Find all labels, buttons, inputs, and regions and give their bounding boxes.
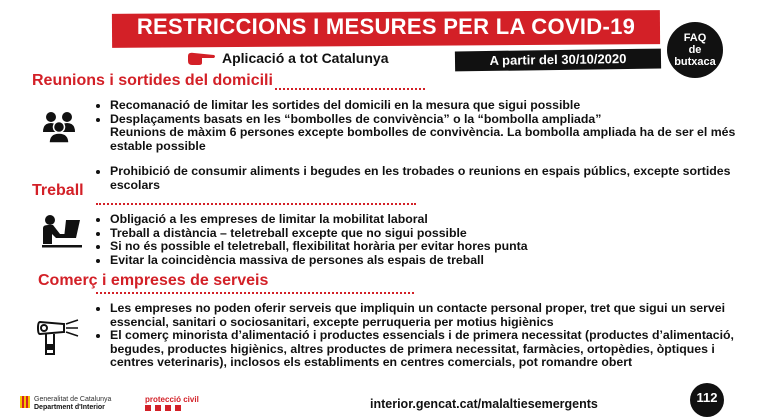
applies-to <box>186 50 388 66</box>
list-item: • Les empreses no poden oferir serveis que impliquin un contacte personal proper, tret que sigui un servei essencial, sanitari o sociosanitari, excepte perruqueria per motius higiènics <box>110 302 750 329</box>
pointing-hand-icon <box>186 50 216 66</box>
section-divider <box>96 203 416 205</box>
page-title: RESTRICCIONS I MESURES PER LA COVID-19 <box>136 14 636 39</box>
list-item: • Prohibició de consumir aliments i begudes en les trobades o reunions en espais públics, excepte sortides escolars <box>110 165 750 192</box>
generalitat-label <box>34 396 111 412</box>
section-list-reunions <box>96 99 750 126</box>
date-badge: A partir del 30/10/2020 <box>455 49 661 72</box>
list-item: • Desplaçaments basats en les “bombolles de convivència” o la “bombolla ampliada” <box>110 113 750 127</box>
hair-dryer-icon <box>36 316 80 358</box>
list-item: • Si no és possible el teletreball, flexibilitat horària per evitar hores punta <box>110 240 750 254</box>
section-divider <box>275 88 425 90</box>
group-people-icon <box>42 108 76 144</box>
reunions-subtext: Reunions de màxim 6 persones excepte bombolles de convivència. La bombolla ampliada ha de ser el més estable possible <box>110 125 736 153</box>
list-item: • El comerç minorista d’alimentació i productes essencials i de primera necessitat (productes d’alimentació, begudes, productes higiènics, altres productes de primera necessitat, farmàcies, ortopèdies, òptiques i centres veterinaris), inclosos els establiments en centres comercials, pot romandre obert <box>110 329 750 370</box>
generalitat-line-1: Generalitat de Catalunya <box>34 396 112 403</box>
person-laptop-icon <box>40 214 84 248</box>
footer-url[interactable]: interior.gencat.cat/malaltiesemergents <box>370 397 598 411</box>
section-title-comerc: Comerç i empreses de serveis <box>38 272 269 289</box>
list-item: • Evitar la coincidència massiva de persones als espais de treball <box>110 254 750 268</box>
section-list-comerc <box>96 302 750 370</box>
generalitat-line-2: Department d'Interior <box>34 404 105 411</box>
faq-line-1: FAQ <box>683 32 707 44</box>
emergency-112-badge: 112 <box>690 383 724 417</box>
section-list-reunions-2 <box>96 165 750 192</box>
section-title-reunions: Reunions i sortides del domicili <box>32 72 273 89</box>
section-title-treball: Treball <box>32 182 84 199</box>
section-divider <box>96 292 414 294</box>
proteccio-civil-label: protecció civil <box>145 395 199 404</box>
list-item: • Obligació a les empreses de limitar la mobilitat laboral <box>110 213 750 227</box>
section-list-treball <box>96 213 750 267</box>
title-banner <box>112 6 660 46</box>
applies-to-label: Aplicació a tot Catalunya <box>222 50 389 66</box>
faq-line-3: butxaca <box>674 56 716 68</box>
proteccio-civil-logo <box>145 405 183 411</box>
faq-line-2: de <box>688 44 702 56</box>
generalitat-logo <box>20 396 30 408</box>
faq-badge <box>667 22 723 78</box>
list-item: • Treball a distància – teletreball excepte que no sigui possible <box>110 227 750 241</box>
list-item: • Recomanació de limitar les sortides del domicili en la mesura que sigui possible <box>110 99 750 113</box>
